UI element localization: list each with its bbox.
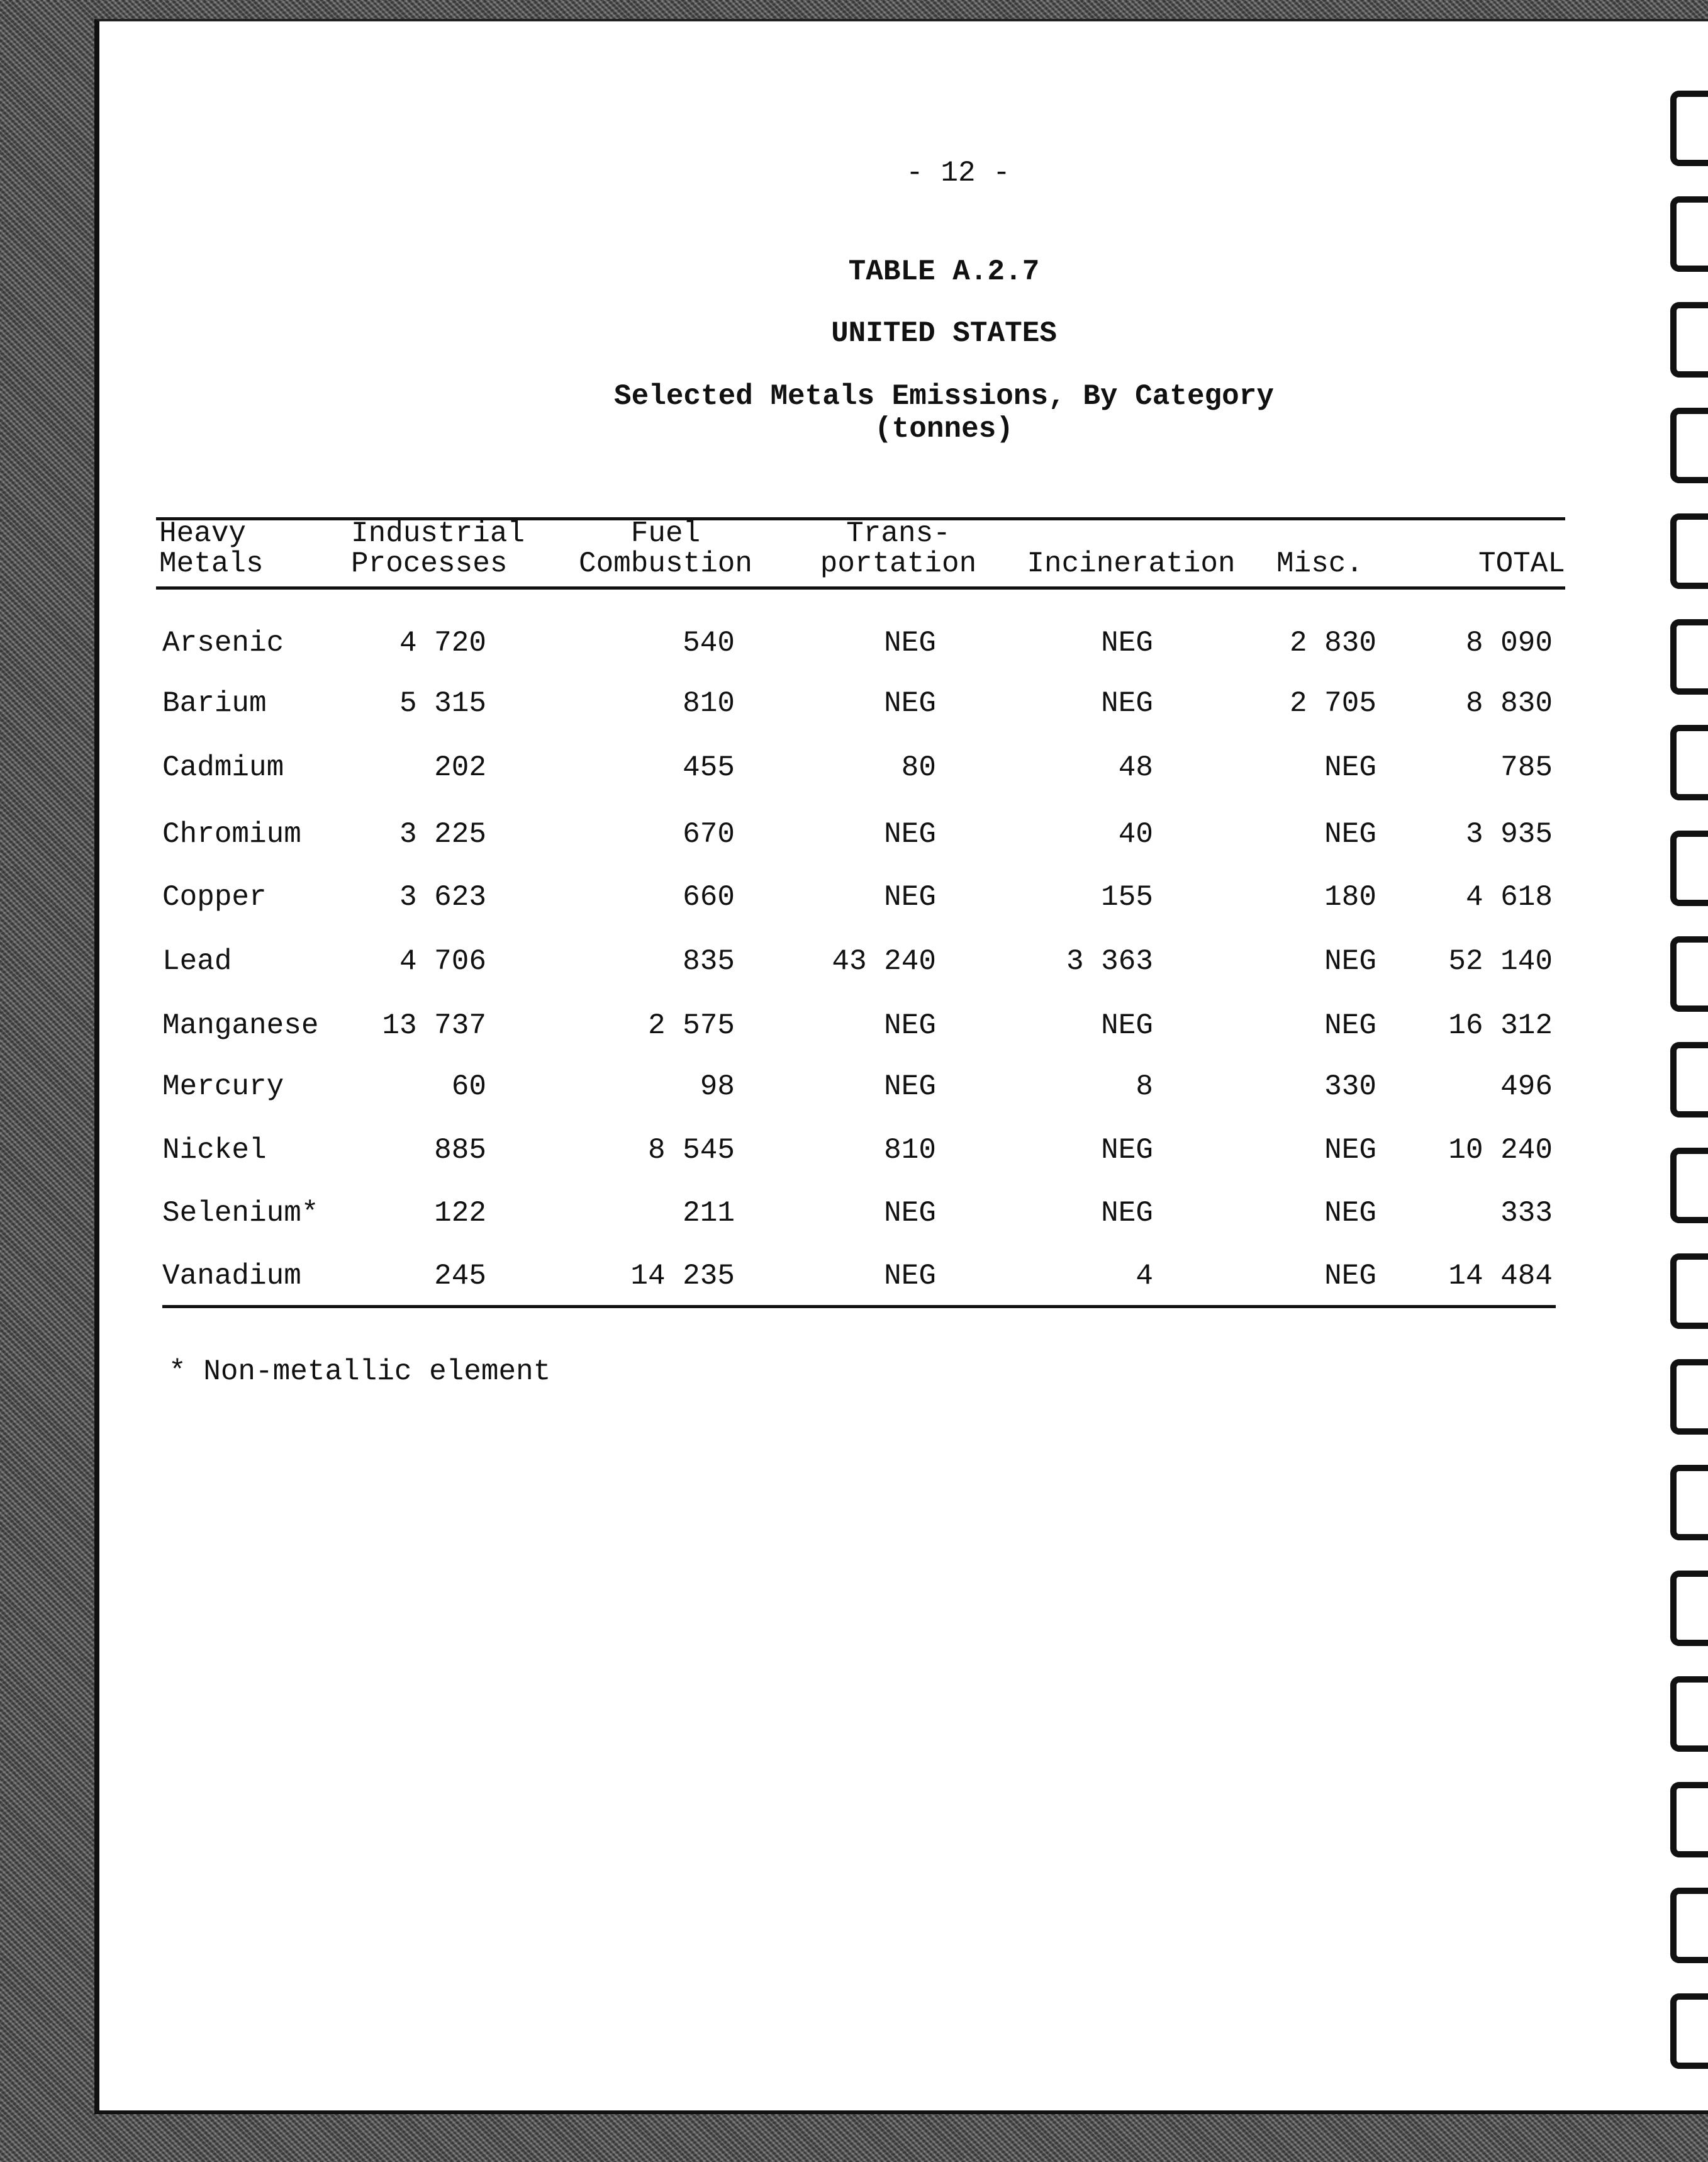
country-heading: UNITED STATES: [831, 317, 1057, 350]
column-header-line2: Combustion: [578, 547, 753, 580]
column-header: [159, 518, 348, 579]
cell-transport: 810: [884, 1134, 936, 1167]
table-bottom-rule: [162, 1305, 1556, 1308]
column-header: [804, 518, 993, 579]
cell-total: 3 935: [1465, 818, 1553, 851]
row-metal-name: Lead: [162, 945, 232, 978]
cell-industrial: 5 315: [399, 687, 486, 720]
cell-misc: NEG: [1324, 1134, 1376, 1167]
cell-fuel: 211: [683, 1197, 735, 1229]
cell-fuel: 14 235: [630, 1260, 735, 1292]
column-header: [1408, 518, 1565, 579]
cell-incineration: 4: [1136, 1260, 1153, 1292]
cell-fuel: 455: [683, 751, 735, 784]
cell-incineration: NEG: [1101, 687, 1153, 720]
document-page: [94, 19, 1708, 2114]
cell-total: 14 484: [1448, 1260, 1553, 1292]
binder-ring: [1670, 1888, 1708, 1963]
cell-industrial: 122: [434, 1197, 486, 1229]
cell-fuel: 810: [683, 687, 735, 720]
cell-incineration: NEG: [1101, 1197, 1153, 1229]
column-header-line2: Processes: [351, 547, 508, 580]
cell-incineration: NEG: [1101, 627, 1153, 659]
row-metal-name: Mercury: [162, 1070, 284, 1103]
cell-total: 8 830: [1465, 687, 1553, 720]
row-metal-name: Manganese: [162, 1009, 319, 1042]
cell-incineration: 48: [1118, 751, 1153, 784]
cell-total: 496: [1500, 1070, 1553, 1103]
row-metal-name: Copper: [162, 881, 267, 914]
cell-transport: NEG: [884, 1260, 936, 1292]
binder-ring: [1670, 513, 1708, 589]
binder-ring: [1670, 1042, 1708, 1117]
cell-transport: NEG: [884, 818, 936, 851]
units-label: (tonnes): [874, 413, 1013, 445]
binder-ring: [1670, 91, 1708, 166]
binder-ring: [1670, 1571, 1708, 1646]
cell-total: 4 618: [1465, 881, 1553, 914]
header-bottom-rule: [156, 586, 1565, 590]
cell-fuel: 660: [683, 881, 735, 914]
binder-ring: [1670, 1359, 1708, 1435]
column-header: [1263, 518, 1376, 579]
cell-incineration: NEG: [1101, 1134, 1153, 1167]
cell-misc: 330: [1324, 1070, 1376, 1103]
cell-transport: 43 240: [832, 945, 936, 978]
cell-fuel: 8 545: [647, 1134, 735, 1167]
cell-misc: 2 705: [1289, 687, 1376, 720]
row-metal-name: Cadmium: [162, 751, 284, 784]
row-metal-name: Chromium: [162, 818, 301, 851]
binder-ring: [1670, 1148, 1708, 1223]
cell-fuel: 835: [683, 945, 735, 978]
table-label: TABLE A.2.7: [848, 255, 1040, 288]
cell-incineration: 8: [1136, 1070, 1153, 1103]
column-header-line2: TOTAL: [1478, 547, 1565, 580]
column-header-line1: Fuel: [630, 517, 701, 550]
cell-total: 8 090: [1465, 627, 1553, 659]
binder-ring: [1670, 1465, 1708, 1540]
cell-industrial: 4 720: [399, 627, 486, 659]
binder-ring: [1670, 1253, 1708, 1329]
binder-ring: [1670, 1676, 1708, 1752]
cell-misc: NEG: [1324, 751, 1376, 784]
cell-incineration: 3 363: [1066, 945, 1153, 978]
cell-transport: NEG: [884, 1009, 936, 1042]
cell-industrial: 60: [451, 1070, 486, 1103]
column-header-line1: [1012, 518, 1251, 549]
row-metal-name: Arsenic: [162, 627, 284, 659]
row-metal-name: Selenium*: [162, 1197, 319, 1229]
row-metal-name: Vanadium: [162, 1260, 301, 1292]
cell-fuel: 670: [683, 818, 735, 851]
cell-industrial: 13 737: [382, 1009, 486, 1042]
cell-misc: 180: [1324, 881, 1376, 914]
cell-transport: NEG: [884, 627, 936, 659]
column-header-line1: [1263, 518, 1376, 549]
binder-ring: [1670, 936, 1708, 1012]
column-header: [578, 518, 754, 579]
cell-misc: NEG: [1324, 1260, 1376, 1292]
cell-transport: NEG: [884, 881, 936, 914]
cell-total: 10 240: [1448, 1134, 1553, 1167]
cell-transport: NEG: [884, 1197, 936, 1229]
table-subtitle: Selected Metals Emissions, By Category: [614, 380, 1274, 413]
column-header-line1: [1408, 518, 1565, 549]
column-header-line2: Metals: [159, 547, 264, 580]
binder-ring: [1670, 831, 1708, 906]
column-header: [351, 518, 540, 579]
binder-ring: [1670, 1993, 1708, 2069]
cell-incineration: 155: [1101, 881, 1153, 914]
cell-industrial: 245: [434, 1260, 486, 1292]
cell-fuel: 2 575: [647, 1009, 735, 1042]
cell-industrial: 885: [434, 1134, 486, 1167]
row-metal-name: Barium: [162, 687, 267, 720]
column-header-line1: Industrial: [351, 517, 525, 550]
cell-total: 785: [1500, 751, 1553, 784]
cell-transport: 80: [901, 751, 936, 784]
cell-incineration: NEG: [1101, 1009, 1153, 1042]
cell-total: 52 140: [1448, 945, 1553, 978]
cell-misc: NEG: [1324, 1009, 1376, 1042]
column-header: [1012, 518, 1251, 579]
cell-fuel: 540: [683, 627, 735, 659]
cell-fuel: 98: [700, 1070, 735, 1103]
row-metal-name: Nickel: [162, 1134, 267, 1167]
binder-ring: [1670, 725, 1708, 800]
column-header-line1: Trans-: [846, 517, 951, 550]
cell-misc: 2 830: [1289, 627, 1376, 659]
column-header-line2: Incineration: [1027, 547, 1236, 580]
footnote: * Non-metallic element: [169, 1355, 551, 1388]
cell-industrial: 202: [434, 751, 486, 784]
column-header-line2: portation: [820, 547, 977, 580]
cell-industrial: 4 706: [399, 945, 486, 978]
page-number: - 12 -: [906, 157, 1010, 189]
cell-total: 333: [1500, 1197, 1553, 1229]
cell-industrial: 3 225: [399, 818, 486, 851]
cell-misc: NEG: [1324, 1197, 1376, 1229]
cell-transport: NEG: [884, 1070, 936, 1103]
binder-ring: [1670, 1782, 1708, 1857]
binder-ring: [1670, 619, 1708, 695]
cell-incineration: 40: [1118, 818, 1153, 851]
cell-total: 16 312: [1448, 1009, 1553, 1042]
column-header-line2: Misc.: [1276, 547, 1364, 580]
cell-misc: NEG: [1324, 945, 1376, 978]
cell-industrial: 3 623: [399, 881, 486, 914]
cell-transport: NEG: [884, 687, 936, 720]
cell-misc: NEG: [1324, 818, 1376, 851]
column-header-line1: Heavy: [159, 517, 247, 550]
